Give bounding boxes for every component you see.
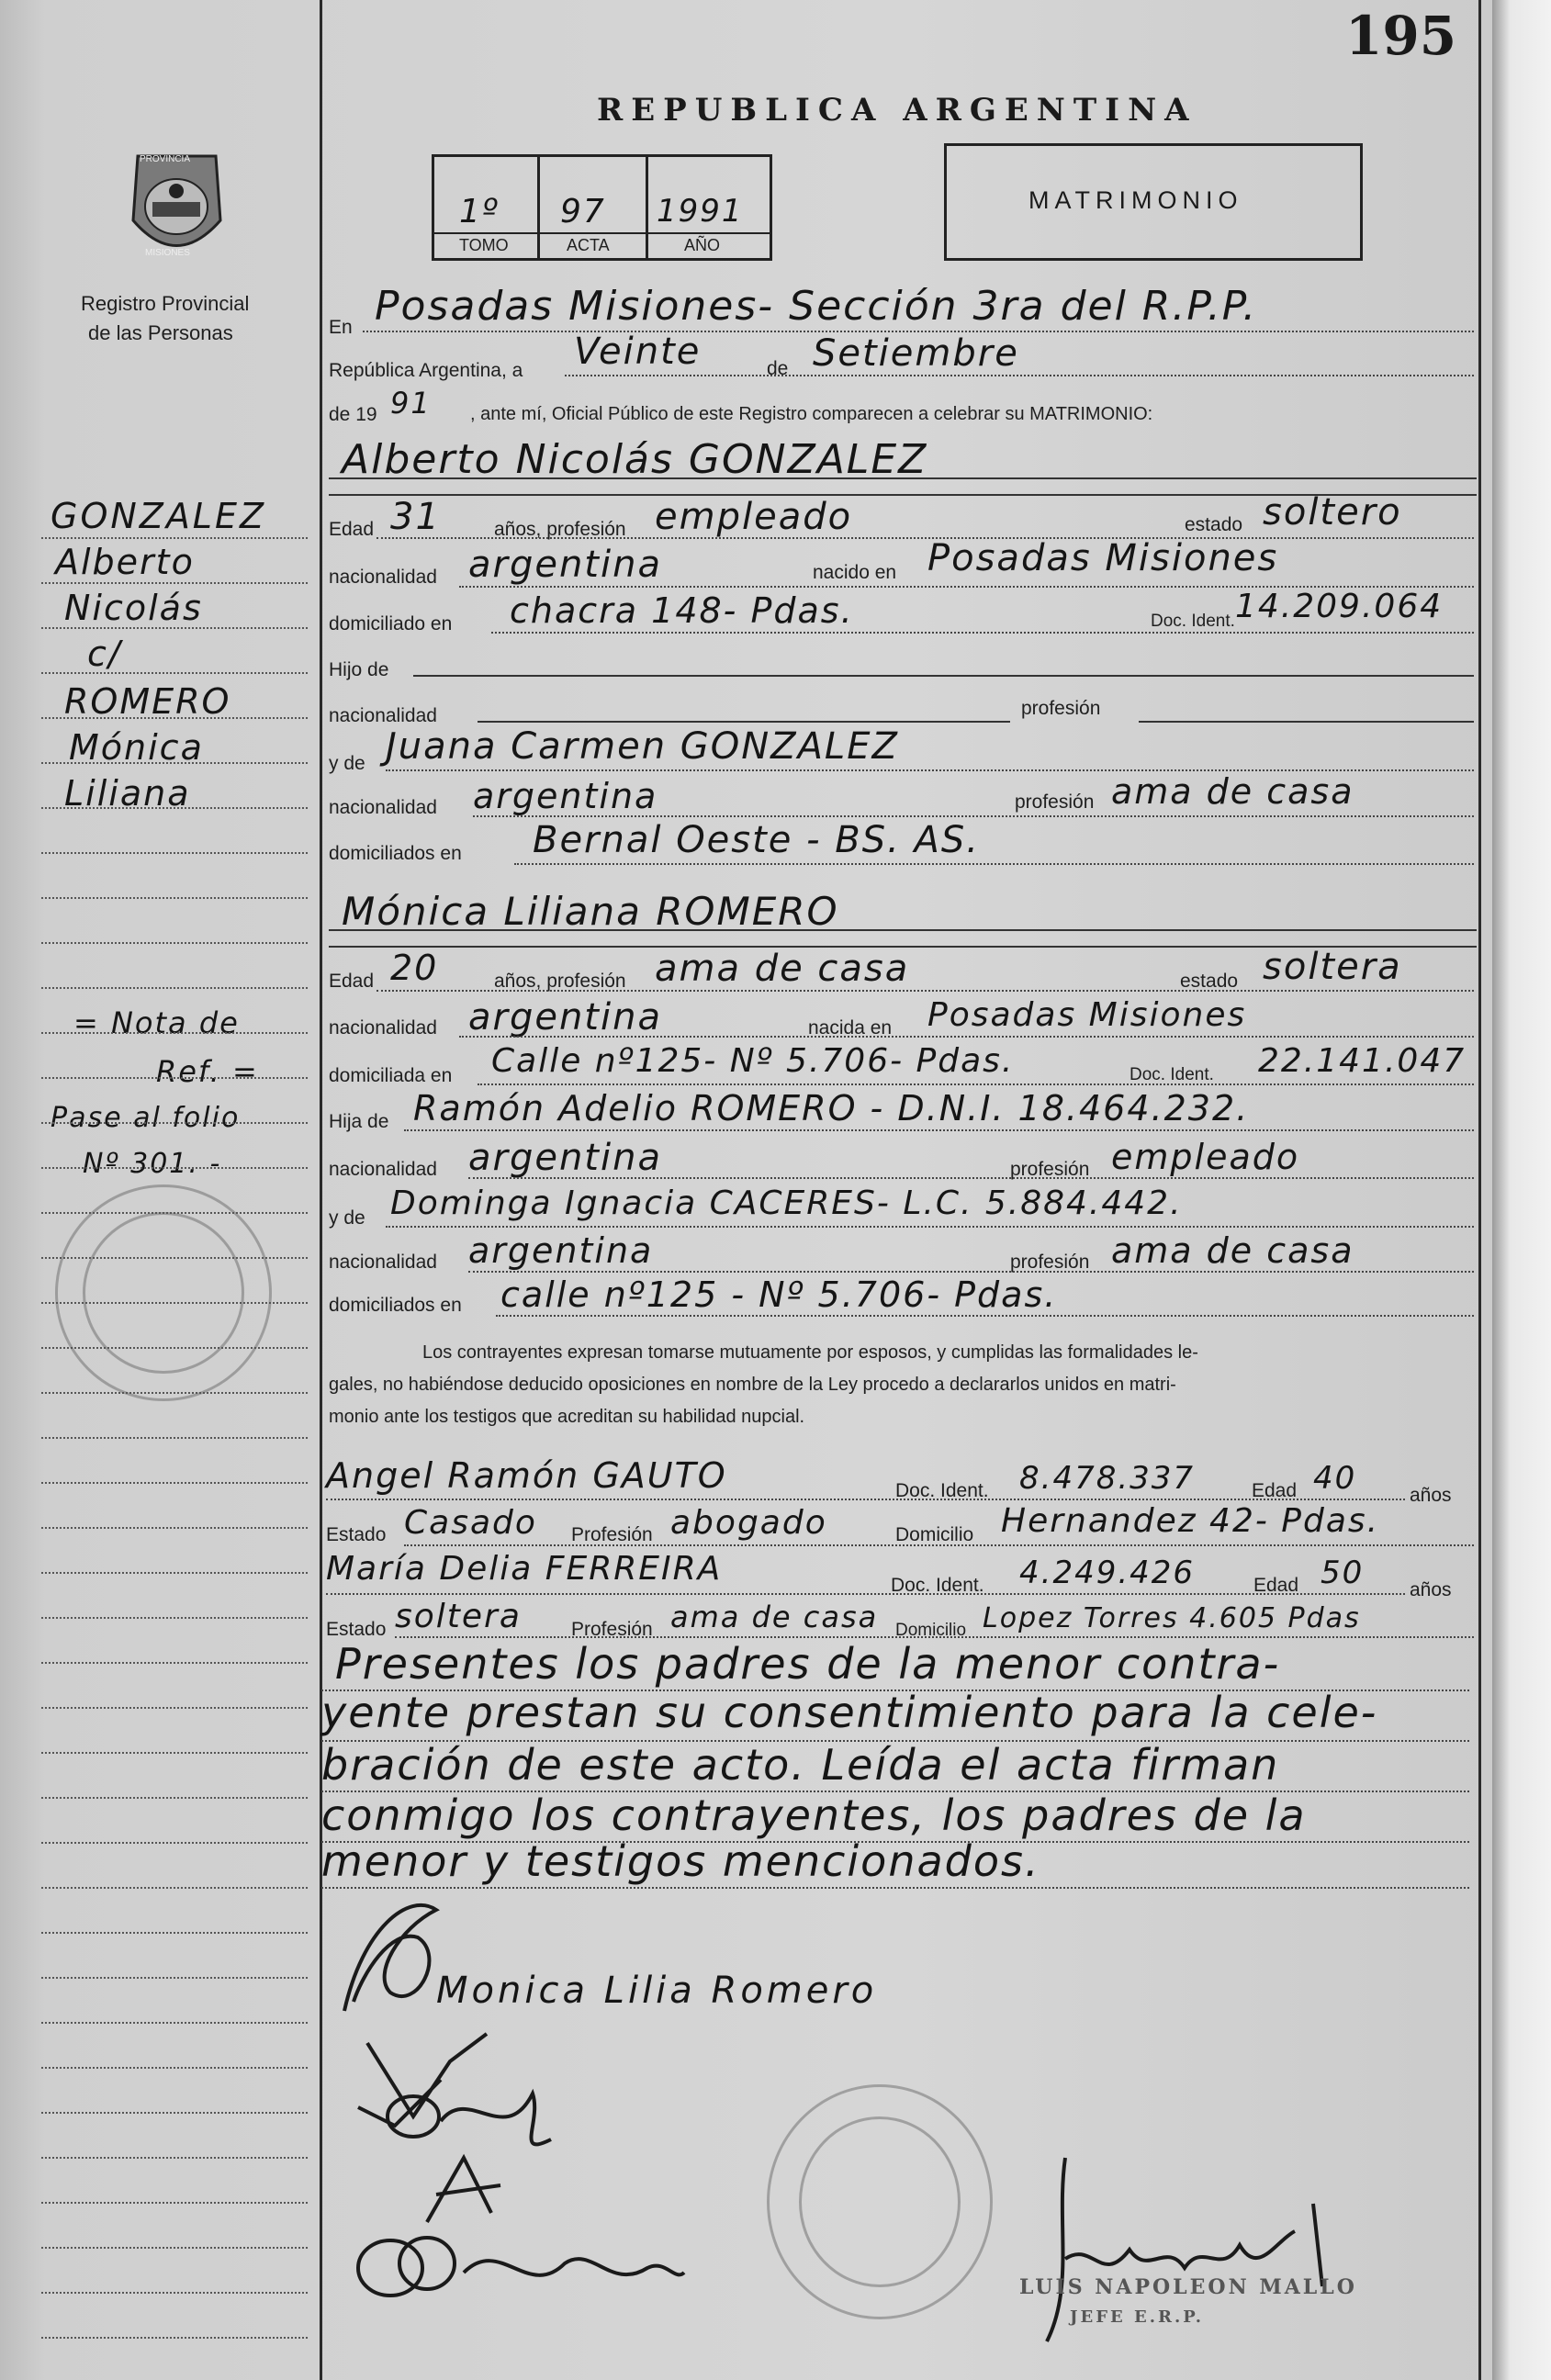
declaration-line2: gales, no habiéndose deducido oposiciones en nombre de la Ley procedo a declararlos unidos en matri- <box>329 1375 1176 1395</box>
witness2-name: María Delia FERREIRA <box>326 1550 723 1588</box>
note-line2: yente prestan su consentimiento para la cele- <box>321 1688 1378 1737</box>
margin-divider <box>320 0 322 2380</box>
margin-rule <box>41 762 308 764</box>
margin-rule <box>41 1572 308 1574</box>
groom-mother: Juana Carmen GONZALEZ <box>386 725 899 768</box>
witness1-status: Casado <box>404 1504 537 1542</box>
margin-rule <box>41 1482 308 1484</box>
margin-rule <box>41 1617 308 1619</box>
margin-rule <box>41 1752 308 1754</box>
margin-name3: Mónica <box>69 727 204 768</box>
margin-rule <box>41 537 308 539</box>
margin-rule <box>41 1347 308 1349</box>
ano-value: 1991 <box>657 193 744 230</box>
tomo-label: TOMO <box>459 236 509 254</box>
margin-rule <box>41 942 308 944</box>
margin-rule <box>41 2247 308 2249</box>
page-number: 195 <box>1345 5 1457 67</box>
margin-surname2: ROMERO <box>64 681 231 722</box>
margin-rule <box>41 2112 308 2114</box>
acta-value: 97 <box>560 193 606 230</box>
margin-rule <box>41 1977 308 1979</box>
margin-rule <box>41 1842 308 1844</box>
margin-rule <box>41 1887 308 1889</box>
acta-label: ACTA <box>567 236 610 254</box>
margin-note3: Pase al folio <box>51 1102 241 1134</box>
bride-doc: 22.141.047 <box>1258 1042 1467 1080</box>
bride-status: soltera <box>1263 946 1402 988</box>
groom-doc: 14.209.064 <box>1235 588 1444 625</box>
margin-sep: c/ <box>87 634 122 674</box>
bride-mother-profession: ama de casa <box>1111 1230 1354 1271</box>
witness2-profession: ama de casa <box>670 1600 879 1634</box>
witness2-address: Lopez Torres 4.605 Pdas <box>983 1602 1361 1634</box>
place: Posadas Misiones- Sección 3ra del R.P.P. <box>375 283 1258 330</box>
registry-line2: de las Personas <box>88 321 233 344</box>
bride-nationality: argentina <box>468 996 662 1038</box>
groom-status: soltero <box>1263 491 1402 533</box>
bride-address: Calle nº125- Nº 5.706- Pdas. <box>491 1042 1015 1080</box>
act-type: MATRIMONIO <box>1028 186 1243 214</box>
official-stamp-name: LUIS NAPOLEON MALLO <box>1019 2275 1357 2299</box>
right-border <box>1478 0 1481 2380</box>
margin-rule <box>41 1212 308 1214</box>
groom-profession: empleado <box>655 496 853 538</box>
witness2-doc: 4.249.426 <box>1019 1555 1196 1591</box>
bride-parents-address: calle nº125 - Nº 5.706- Pdas. <box>500 1274 1058 1315</box>
margin-name1: Alberto <box>55 542 195 582</box>
bride-profession: ama de casa <box>655 948 910 990</box>
witness1-age: 40 <box>1313 1460 1357 1497</box>
groom-age: 31 <box>390 496 441 538</box>
margin-rule <box>41 807 308 809</box>
groom-address: chacra 148- Pdas. <box>510 590 854 631</box>
margin-rule <box>41 1167 308 1169</box>
margin-rule <box>41 1302 308 1304</box>
margin-rule <box>41 1662 308 1664</box>
margin-rule <box>41 582 308 584</box>
bride-age: 20 <box>390 948 439 988</box>
witness2-status: soltera <box>395 1598 522 1635</box>
margin-rule <box>41 672 308 674</box>
groom-parents-address: Bernal Oeste - BS. AS. <box>533 819 981 861</box>
groom-born: Posadas Misiones <box>927 537 1279 579</box>
margin-rule <box>41 2337 308 2339</box>
margin-rule <box>41 1707 308 1709</box>
day: Veinte <box>574 331 702 373</box>
margin-rule <box>41 1122 308 1124</box>
margin-rule <box>41 1257 308 1259</box>
margin-rule <box>41 627 308 629</box>
signature-witness2 <box>344 2217 693 2318</box>
margin-surname: GONZALEZ <box>51 496 267 536</box>
declaration-line1: Los contrayentes expresan tomarse mutuamente por esposos, y cumplidas las formalidades le- <box>422 1342 1198 1363</box>
margin-name2: Nicolás <box>64 588 203 628</box>
bride-father-nationality: argentina <box>468 1137 662 1179</box>
margin-note4: Nº 301. - <box>83 1148 222 1180</box>
margin-rule <box>41 852 308 854</box>
margin-name4: Liliana <box>64 773 191 814</box>
signature-bride: Monica Lilia Romero <box>436 1970 878 2012</box>
seal-bottom: MISIONES <box>145 248 190 258</box>
note-line5: menor y testigos mencionados. <box>321 1836 1040 1886</box>
margin-rule <box>41 2202 308 2204</box>
year-suffix: 91 <box>390 386 432 421</box>
official-stamp-title: JEFE E.R.P. <box>1070 2307 1205 2327</box>
page-edge <box>1492 0 1551 2380</box>
margin-rule <box>41 1797 308 1799</box>
margin-rule <box>41 2292 308 2294</box>
bride-father-profession: empleado <box>1111 1137 1300 1177</box>
witness1-address: Hernandez 42- Pdas. <box>1001 1502 1380 1540</box>
margin-note2: Ref. = <box>156 1054 259 1089</box>
witness1-profession: abogado <box>670 1504 827 1542</box>
declaration-line3: monio ante los testigos que acreditan su habilidad nupcial. <box>329 1407 805 1427</box>
margin-rule <box>41 1032 308 1034</box>
tomo-value: 1º <box>459 193 500 230</box>
witness2-age: 50 <box>1321 1555 1365 1591</box>
margin-rule <box>41 2067 308 2069</box>
bride-born: Posadas Misiones <box>927 996 1247 1034</box>
month: Setiembre <box>813 332 1019 375</box>
margin-rule <box>41 897 308 899</box>
note-line4: conmigo los contrayentes, los padres de la <box>321 1791 1307 1840</box>
groom-nationality: argentina <box>468 544 662 586</box>
ano-label: AÑO <box>684 236 721 254</box>
margin-rule <box>41 1392 308 1394</box>
bride-name: Mónica Liliana ROMERO <box>342 889 839 934</box>
margin-rule <box>41 717 308 719</box>
groom-mother-nationality: argentina <box>473 776 658 816</box>
signature-official <box>1010 2149 1359 2360</box>
margin-rule <box>41 1077 308 1079</box>
margin-rule <box>41 987 308 989</box>
note-line1: Presentes los padres de la menor contra- <box>335 1639 1281 1689</box>
groom-mother-profession: ama de casa <box>1111 771 1354 812</box>
bride-father: Ramón Adelio ROMERO - D.N.I. 18.464.232. <box>413 1088 1250 1128</box>
margin-rule <box>41 2022 308 2024</box>
seal-top: PROVINCIA <box>140 154 191 164</box>
country-title: REPUBLICA ARGENTINA <box>597 92 1197 129</box>
registry-line1: Registro Provincial <box>81 292 250 315</box>
margin-rule <box>41 1437 308 1439</box>
groom-name: Alberto Nicolás GONZALEZ <box>342 436 928 483</box>
bride-mother-nationality: argentina <box>468 1230 654 1271</box>
note-line3: bración de este acto. Leída el acta firman <box>321 1740 1280 1790</box>
margin-rule <box>41 1932 308 1934</box>
witness1-name: Angel Ramón GAUTO <box>326 1455 727 1496</box>
margin-rule <box>41 1527 308 1529</box>
margin-rule <box>41 2157 308 2159</box>
margin-note1: = Nota de <box>73 1005 240 1040</box>
bride-mother: Dominga Ignacia CACERES- L.C. 5.884.442. <box>390 1184 1183 1222</box>
witness1-doc: 8.478.337 <box>1019 1460 1196 1497</box>
